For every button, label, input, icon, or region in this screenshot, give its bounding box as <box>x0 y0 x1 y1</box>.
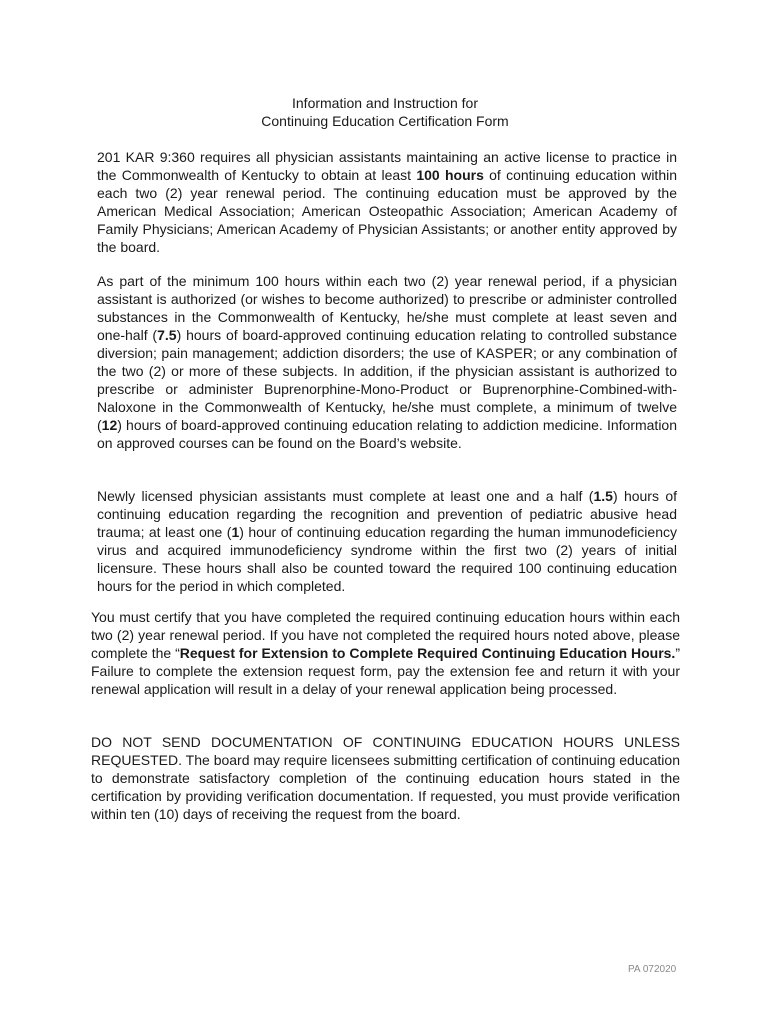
paragraph-newly-licensed <box>97 487 677 595</box>
paragraph-documentation <box>91 733 680 823</box>
paragraph-requirements <box>97 148 677 256</box>
p3-text-e: ) hour of continuing education regarding the human immunodeficiency virus and acquired immunodeficiency syndrome within the first two (2) years of initial licensure. These hours shall also be counted toward the required 100 continuing education hours for the period in which completed. <box>97 524 677 594</box>
p4-text-c: ” Failure to complete the extension request form, pay the extension fee and return it with your renewal application will result in a delay of your renewal application being processed. <box>91 645 680 697</box>
p3-text-a: Newly licensed physician assistants must complete at least one and a half ( <box>97 488 594 504</box>
p2-text-e: ) hours of board-approved continuing education relating to addiction medicine. Information on approved courses can be found on the Board’s website. <box>97 417 677 451</box>
p4-text-a: You must certify that you have completed the required continuing education hours within each two (2) year renewal period. If you have not completed the required hours noted above, please complete the “ <box>91 609 680 661</box>
p1-text-a: 201 KAR 9:360 requires all physician assistants maintaining an active license to practice in the Commonwealth of Kentucky to obtain at least <box>97 149 677 183</box>
paragraph-controlled-substances <box>97 272 677 452</box>
document-title <box>0 94 770 130</box>
p1-bold-hours: 100 hours <box>416 167 484 183</box>
title-line-2: Continuing Education Certification Form <box>261 113 509 129</box>
p1-text-c: of continuing education within each two (2) year renewal period. The continuing education must be approved by the American Medical Association; American Osteopathic Association; American Academy of Family Physicians; American Academy of Physician Assistants; or another entity approved by the board. <box>97 167 678 255</box>
p2-text-a: As part of the minimum 100 hours within each two (2) year renewal period, if a physician assistant is authorized (or wishes to become authorized) to prescribe or administer controlled substances in the Commonwealth of Kentucky, he/she must complete at least seven and one-half ( <box>97 273 677 343</box>
form-code: PA 072020 <box>628 964 677 975</box>
p3-bold-1-5: 1.5 <box>593 488 613 504</box>
paragraph-certify <box>91 608 680 698</box>
p5-text-a: DO NOT SEND DOCUMENTATION OF CONTINUING EDUCATION HOURS UNLESS REQUESTED. The board may require licensees submitting certification of continuing education to demonstrate satisfactory completion of the continuing education hours stated in the certification by providing verification documentation. If requested, you must provide verification within ten (10) days of receiving the request from the board. <box>91 734 680 822</box>
p2-bold-7-5: 7.5 <box>157 327 177 343</box>
p3-text-c: ) hours of continuing education regarding the recognition and prevention of pediatric abusive head trauma; at least one ( <box>97 488 678 540</box>
title-line-1: Information and Instruction for <box>292 95 478 111</box>
p2-text-c: ) hours of board-approved continuing education relating to controlled substance diversion; pain management; addiction disorders; the use of KASPER; or any combination of the two (2) or more of these subjects. In addition, if the physician assistant is authorized to prescribe or administer Buprenorphine-Mono-Product or Buprenorphine-Combined-with-Naloxone in the Commonwealth of Kentucky, he/she must complete, a minimum of twelve ( <box>97 327 678 433</box>
p4-bold-extension-form: Request for Extension to Complete Required Continuing Education Hours. <box>179 645 676 661</box>
p3-bold-1: 1 <box>231 524 240 540</box>
p2-bold-12: 12 <box>101 417 118 433</box>
